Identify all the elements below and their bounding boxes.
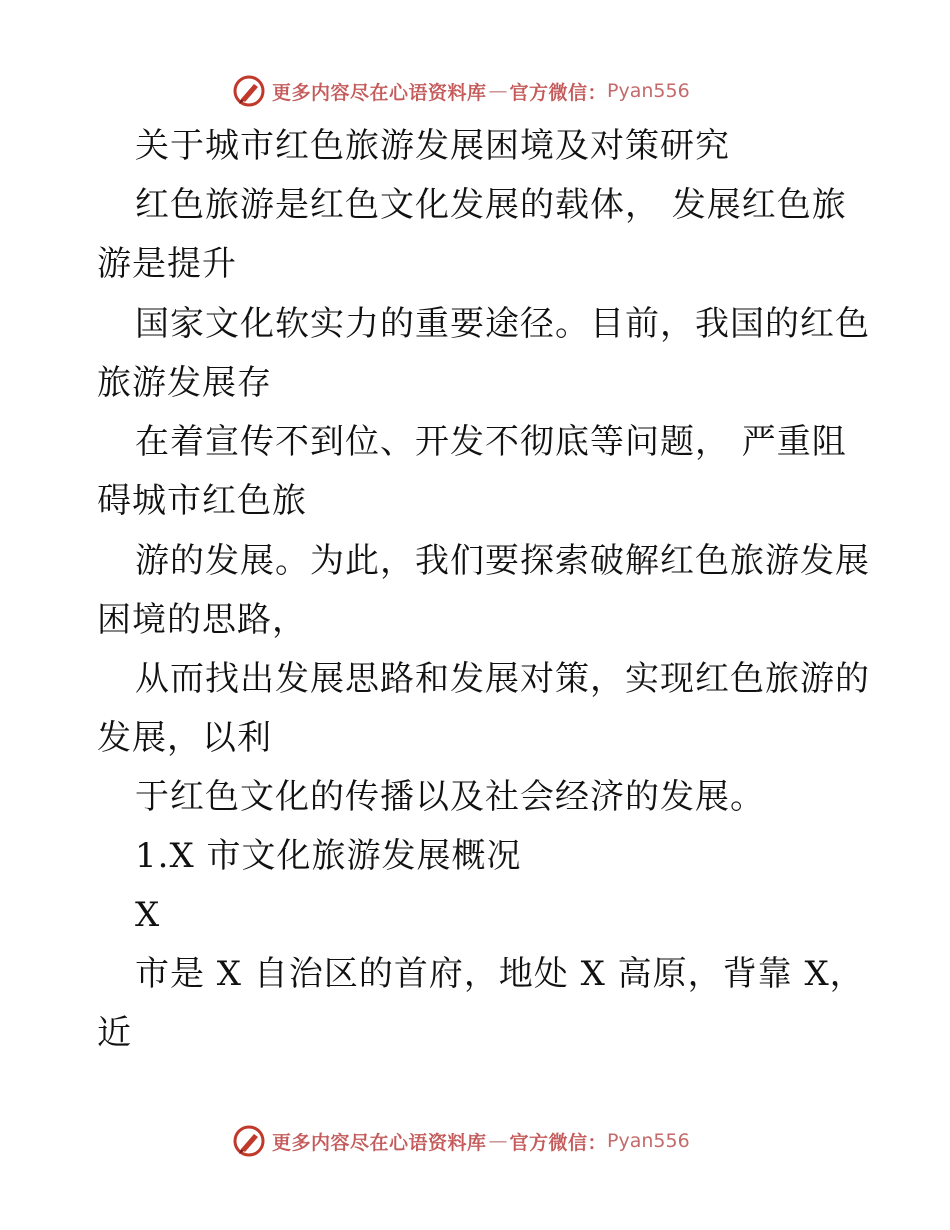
text-line: 于红色文化的传播以及社会经济的发展。 — [135, 777, 765, 817]
text-line: 红色旅游是红色文化发展的载体， 发展红色旅 — [135, 185, 847, 225]
pen-logo-icon — [232, 1124, 266, 1158]
watermark-dash: — — [488, 80, 508, 102]
watermark-id: Pyan556 — [607, 80, 690, 102]
pen-logo-icon — [232, 74, 266, 108]
watermark-sub-text: 官方微信： — [509, 81, 608, 104]
watermark-dash: — — [488, 1130, 508, 1152]
watermark-footer — [232, 1121, 690, 1161]
watermark-main-text: 更多内容尽在心语资料库 — [272, 81, 487, 104]
text-line: 国家文化软实力的重要途径。目前，我国的红色 — [135, 304, 870, 344]
text-line: 发展，以利 — [97, 718, 272, 758]
watermark-main-text: 更多内容尽在心语资料库 — [272, 1131, 487, 1154]
text-line: 近 — [97, 1013, 132, 1053]
section-heading: 1.X 市文化旅游发展概况 — [135, 836, 522, 876]
watermark-header — [232, 71, 690, 111]
text-line: 困境的思路， — [97, 600, 307, 640]
text-line: 在着宣传不到位、开发不彻底等问题， 严重阻 — [135, 422, 847, 462]
doc-title: 关于城市红色旅游发展困境及对策研究 — [135, 126, 730, 166]
watermark-sub-text: 官方微信： — [509, 1131, 608, 1154]
text-line: 游是提升 — [97, 244, 237, 284]
text-line: X — [135, 895, 161, 935]
text-line: 旅游发展存 — [97, 363, 272, 403]
text-line: 从而找出发展思路和发展对策，实现红色旅游的 — [135, 659, 870, 699]
watermark-id: Pyan556 — [607, 1130, 690, 1152]
text-line: 市是 X 自治区的首府，地处 X 高原，背靠 X， — [135, 954, 865, 994]
text-line: 碍城市红色旅 — [97, 481, 307, 521]
text-line: 游的发展。为此，我们要探索破解红色旅游发展 — [135, 541, 870, 581]
